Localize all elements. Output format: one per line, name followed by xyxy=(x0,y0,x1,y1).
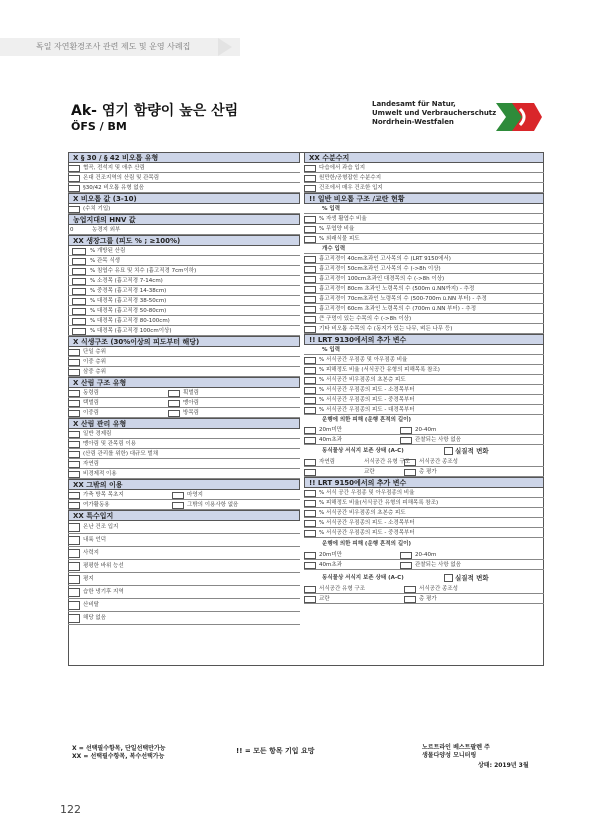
water-option: 다습에서 과습 입지 xyxy=(319,165,366,171)
section-special-site: XX 특수입지 xyxy=(68,510,300,521)
conservation-item: 총 평가 xyxy=(419,469,437,475)
damage-heading: 운행에 의한 피해 (운행 흔적의 길이) xyxy=(322,541,411,547)
lrt9150-row: % 서식공간 우점종의 피도 - 중경목부터 xyxy=(319,530,415,536)
water-option: 원만한/공형잡힌 수분수지 xyxy=(319,175,382,181)
row-line xyxy=(68,306,300,316)
change-checkbox xyxy=(444,447,453,455)
other-use-option: 가축 방목 목초지 xyxy=(83,492,124,498)
row-line xyxy=(68,266,300,276)
conservation-item: 교란 xyxy=(364,469,375,475)
row-line xyxy=(304,274,544,284)
biotope-option: 협곡, 전석지 및 애추 산림 xyxy=(83,165,145,171)
row-line xyxy=(68,521,300,534)
row-line xyxy=(304,294,544,304)
lrt9150-row: % 서식공간 우점종의 피도 - 소경목부터 xyxy=(319,520,415,526)
row-line xyxy=(68,256,300,266)
row-line xyxy=(304,244,544,254)
conservation-item: 서식공간 종조성 xyxy=(419,586,458,592)
legend-single: X = 선택필수항목, 단일선택만가능 xyxy=(72,745,166,752)
row-line xyxy=(304,204,544,214)
row-line xyxy=(68,296,300,306)
section-biotope-value: X 비오톱 값 (3-10) xyxy=(68,193,300,204)
row-line xyxy=(68,599,300,612)
section-hnv-value: 농업지대의 HNV 값 xyxy=(68,214,300,225)
row-line xyxy=(304,560,544,570)
special-site-option: 습한 냉기후 지역 xyxy=(83,589,124,595)
structure-row: 흉고직경이 40cm초과인 고사목의 수 (LRT 9150에서) xyxy=(319,256,451,262)
row-line xyxy=(68,534,300,547)
chapter-tab-label: 독일 자연환경조사 관련 제도 및 운영 사례집 xyxy=(36,42,191,51)
structure-row: % 입력 xyxy=(322,206,341,212)
row-line xyxy=(304,405,544,415)
row-line xyxy=(304,457,544,467)
row-line xyxy=(68,439,300,449)
biotope-value: (수치 기입) xyxy=(83,206,111,212)
damage-option: 40m초과 xyxy=(319,562,342,568)
structure-row: 흉고직경이 60cm 초과인 노령목의 수 (700m ü.NN 부터) - 추정 xyxy=(319,306,477,312)
change-label: 실질적 변화 xyxy=(455,447,489,455)
footer-state: 노르트라인 베스트팔렌 주 xyxy=(422,744,490,751)
damage-heading: 운행에 의한 피해 (운행 흔적의 길이) xyxy=(322,417,411,423)
other-use-option: 마영지 xyxy=(187,492,203,498)
row-line xyxy=(68,286,300,296)
conservation-item: 서식공간 유형 구조 xyxy=(319,586,366,592)
structure-row: 개수 입력 xyxy=(322,246,346,252)
damage-option: 20m미만 xyxy=(319,552,342,558)
growth-row: % 대경목 (흉고직경 80-100cm) xyxy=(90,318,170,324)
biotope-option: 온대 건조지역의 산림 및 관목림 xyxy=(83,175,160,181)
row-line xyxy=(304,234,544,244)
row-line xyxy=(304,324,544,334)
section-lrt-9150: !! LRT 9150에서의 추가 변수 xyxy=(304,477,544,488)
row-line xyxy=(304,355,544,365)
row-line xyxy=(68,183,300,193)
conservation-heading: 동식물상 서식지 보존 상태 (A-C) xyxy=(322,575,404,581)
damage-option: 관찰되는 사항 없음 xyxy=(415,437,462,443)
org-line: Nordrhein-Westfalen xyxy=(372,118,454,126)
row-line xyxy=(68,163,300,173)
structure-row: 흉고직경이 70cm초과인 노령목의 수 (500-700m ü.NN 부터) - 추정 xyxy=(319,296,487,302)
management-option: 일반 경제림 xyxy=(83,431,112,437)
special-site-option: 내륙 언덕 xyxy=(83,537,107,543)
conservation-heading: 동식물상 서식지 보존 상태 (A-C) xyxy=(322,448,404,454)
lrt9130-row: % 서식공간 우점종의 피도 - 중경목부터 xyxy=(319,397,415,403)
section-forest-structure: X 산림 구조 유형 xyxy=(68,377,300,388)
section-water-balance: XX 수분수지 xyxy=(304,152,544,163)
row-line xyxy=(304,254,544,264)
row-line xyxy=(68,490,300,500)
row-line xyxy=(304,163,544,173)
special-site-option: 평지 xyxy=(83,576,94,582)
structure-row: 큰 구멍이 있는 수목의 수 (->8h 이상) xyxy=(319,316,412,322)
structure-row: % 무엽양 비율 xyxy=(319,226,355,232)
row-line xyxy=(68,357,300,367)
growth-row: % 대경목 (흉고직경 38-50cm) xyxy=(90,298,167,304)
conservation-item: 교란 xyxy=(319,596,330,602)
growth-row: % 중경목 (흉고직경 14-38cm) xyxy=(90,288,167,294)
structure-row: % 자생 활엽수 비율 xyxy=(319,216,367,222)
structure-option: 단일 층위 xyxy=(83,349,107,355)
other-use-option: 그밖의 이용사항 없음 xyxy=(187,502,239,508)
row-line xyxy=(68,449,300,459)
legend xyxy=(72,745,166,761)
conservation-item: 서식공간 종조성 xyxy=(419,459,458,465)
row-line xyxy=(68,560,300,573)
special-site-option: 해당 없음 xyxy=(83,615,107,621)
forest-structure-option: 방목림 xyxy=(183,410,199,416)
forest-structure-option: 택벌림 xyxy=(83,400,99,406)
structure-option: 삼중 층위 xyxy=(83,369,107,375)
row-line xyxy=(68,398,300,408)
special-site-option: 산비탈 xyxy=(83,602,99,608)
growth-row: % 대경목 (흉고직경 100cm이상) xyxy=(90,328,172,334)
damage-option: 20m미만 xyxy=(319,427,342,433)
footer-org xyxy=(422,744,490,760)
row-line xyxy=(68,225,300,235)
status-date: 상태: 2019년 3월 xyxy=(478,762,529,769)
row-line xyxy=(304,375,544,385)
row-line xyxy=(304,173,544,183)
row-line xyxy=(68,276,300,286)
forest-structure-option: 동령림 xyxy=(83,390,99,396)
damage-option: 관찰되는 사항 없음 xyxy=(415,562,462,568)
row-line xyxy=(68,347,300,357)
row-line xyxy=(304,395,544,405)
hnv-code: 0 xyxy=(70,227,74,233)
lrt9130-row: % 서식공간 우점종 및 아우점종 비율 xyxy=(319,357,408,363)
section-other-use: XX 그밖의 이용 xyxy=(68,479,300,490)
conservation-item: 총 평가 xyxy=(419,596,437,602)
special-site-option: 온난 건조 입지 xyxy=(83,524,119,530)
section-vegetation-structure: X 식생구조 (30%이상의 피도부터 해당) xyxy=(68,336,300,347)
management-option: 맹아림 및 관목림 이용 xyxy=(83,441,137,447)
growth-row: % 개방된 산림 xyxy=(90,248,126,254)
row-line xyxy=(68,429,300,439)
biotope-option: §30/42 비오톱 유형 없음 xyxy=(83,185,145,191)
conservation-item: 자연림 xyxy=(319,459,335,465)
row-line xyxy=(68,612,300,625)
change-label: 실질적 변화 xyxy=(455,574,489,582)
conservation-item: 서식공간 유형 구조 xyxy=(364,459,411,465)
page-number: 122 xyxy=(60,803,81,816)
row-line xyxy=(68,316,300,326)
structure-option: 이중 층위 xyxy=(83,359,107,365)
page-header xyxy=(0,0,613,58)
row-line xyxy=(68,173,300,183)
damage-option: 20-40m xyxy=(415,552,437,558)
organization-name xyxy=(372,100,496,127)
row-line xyxy=(68,573,300,586)
management-option: (산림 관리를 위한) 대규모 벌채 xyxy=(83,451,159,457)
row-line xyxy=(304,345,544,355)
row-line xyxy=(304,385,544,395)
org-line: Landesamt für Natur, xyxy=(372,100,456,108)
page-title: Ak- 염기 함량이 높은 산림 xyxy=(71,103,239,119)
row-line xyxy=(68,204,300,214)
special-site-option: 평평한 바위 능선 xyxy=(83,563,124,569)
row-line xyxy=(304,488,544,498)
lrt9130-row: % 서식공간 우점종의 피도 - 대경목부터 xyxy=(319,407,415,413)
row-line xyxy=(304,435,544,445)
section-general-structure: !! 일반 비오톱 구조 /교란 현황 xyxy=(304,193,544,204)
row-line xyxy=(304,594,544,604)
forest-structure-option: 이중림 xyxy=(83,410,99,416)
nrw-logo xyxy=(494,97,544,137)
structure-row: 흉고직경이 100cm초과인 대경목의 수 (->8h 이상) xyxy=(319,276,445,282)
management-option: 비경제적 이용 xyxy=(83,471,117,477)
section-lrt-9130: !! LRT 9130에서의 추가 변수 xyxy=(304,334,544,345)
lrt9130-row: % 서식공간 비우점종의 초본층 피도 xyxy=(319,377,406,383)
row-line xyxy=(68,500,300,510)
row-line xyxy=(304,214,544,224)
structure-row: 기타 비오톱 수목의 수 (동지가 있는 나무, 벼든 나무 등) xyxy=(319,326,453,332)
row-line xyxy=(304,304,544,314)
lrt9130-row: % 입력 xyxy=(322,347,341,353)
row-line xyxy=(304,264,544,274)
row-line xyxy=(304,365,544,375)
legend-multiple: XX = 선택필수항목, 복수선택가능 xyxy=(72,753,165,760)
lrt9130-row: % 서식공간 우점종의 피도 - 소경목부터 xyxy=(319,387,415,393)
row-line xyxy=(68,547,300,560)
row-line xyxy=(304,550,544,560)
section-growth-group: XX 생장그룹 (피도 % ; ≥100%) xyxy=(68,235,300,246)
damage-option: 40m초과 xyxy=(319,437,342,443)
row-line xyxy=(304,467,544,477)
growth-row: % 소경목 (흉고직경 7-14cm) xyxy=(90,278,163,284)
water-option: 건조에서 매우 건조한 입지 xyxy=(319,185,383,191)
row-line xyxy=(304,528,544,538)
lrt9150-row: % 피해정도 비율(서식공간 유형의 피해목록 참조) xyxy=(319,500,439,506)
change-checkbox xyxy=(444,574,453,582)
growth-row: % 침엽수 유묘 및 치수 (흉고직경 7cm이하) xyxy=(90,268,197,274)
chapter-tab-arrow xyxy=(218,38,232,56)
row-line xyxy=(304,314,544,324)
damage-option: 20-40m xyxy=(415,427,437,433)
lrt9150-row: % 서식 공간 우점종 및 아우점종의 비율 xyxy=(319,490,415,496)
lrt9150-row: % 서식공간 비우점종의 초본층 피도 xyxy=(319,510,406,516)
row-line xyxy=(304,284,544,294)
row-line xyxy=(304,518,544,528)
row-line xyxy=(304,183,544,193)
hnv-option: 농경지 외부 xyxy=(92,227,121,233)
row-line xyxy=(304,508,544,518)
structure-row: 흉고직경이 80cm 초과인 노령목의 수 (500m ü.NN까지) - 추정 xyxy=(319,286,475,292)
row-line xyxy=(68,459,300,469)
row-line xyxy=(304,425,544,435)
management-option: 자연림 xyxy=(83,461,99,467)
row-line xyxy=(68,408,300,418)
special-site-option: 사력지 xyxy=(83,550,99,556)
row-line xyxy=(68,388,300,398)
row-line xyxy=(304,498,544,508)
row-line xyxy=(68,246,300,256)
section-forest-management: X 산림 관리 유형 xyxy=(68,418,300,429)
other-use-option: 여가활동용 xyxy=(83,502,110,508)
lrt9130-row: % 피해정도 비율 (서식공간 유형의 피해목록 참조) xyxy=(319,367,440,373)
row-line xyxy=(304,224,544,234)
row-line xyxy=(304,584,544,594)
forest-structure-option: 맹아림 xyxy=(183,400,199,406)
row-line xyxy=(68,367,300,377)
row-line xyxy=(68,469,300,479)
growth-row: % 대경목 (흉고직경 50-80cm) xyxy=(90,308,167,314)
footer-program: 생물다양성 모니터링 xyxy=(422,752,477,759)
structure-row: % 외래식물 피도 xyxy=(319,236,360,242)
section-biotope-type: X § 30 / § 42 비오톱 유형 xyxy=(68,152,300,163)
structure-row: 흉고직경이 50cm초과인 고사목의 수 (->8h 이상) xyxy=(319,266,441,272)
row-line xyxy=(68,586,300,599)
page-subtitle: ÖFS / BM xyxy=(71,120,127,133)
row-line xyxy=(68,326,300,336)
forest-structure-option: 획벌림 xyxy=(183,390,199,396)
legend-all: !! = 모든 항목 기입 요망 xyxy=(236,747,315,755)
org-line: Umwelt und Verbraucherschutz xyxy=(372,109,497,117)
growth-row: % 관목 식생 xyxy=(90,258,120,264)
